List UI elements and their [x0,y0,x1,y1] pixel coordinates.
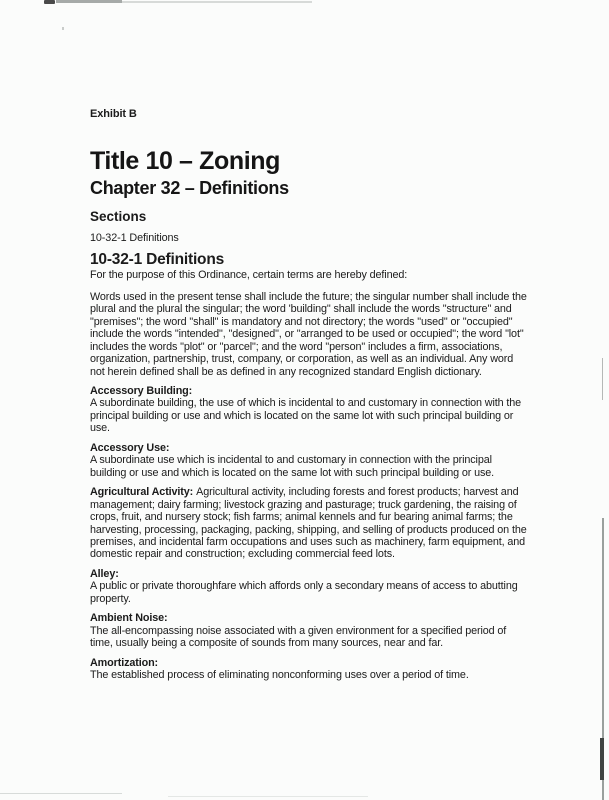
scan-speck [62,27,64,30]
definition-term: Agricultural Activity: [90,486,194,499]
scan-bottom-line [0,793,122,794]
document-title: Title 10 – Zoning [90,147,280,175]
chapter-heading: Chapter 32 – Definitions [90,178,289,198]
definition-term: Accessory Building: [90,385,193,398]
definition-term: Amortization: [90,656,159,669]
scan-smudge-top-mid [56,0,122,3]
scan-smudge-top-faint [122,1,312,3]
definition-accessory-use [90,442,530,479]
scan-edge-line-long [602,518,604,800]
scan-edge-line-upper [602,358,603,400]
scan-edge-line-dark [600,738,604,780]
definition-term: Ambient Noise: [90,612,168,625]
definition-text: A subordinate use which is incidental to and customary in connection with the principal building or use and which is located on the same lot with such principal building or use. [90,454,495,479]
definition-term: Alley: [90,567,119,580]
definition-text: A subordinate building, the use of which is incidental to and customary in connection with the principal building or use and which is located on the same lot with such principal building or use. [90,397,522,435]
definition-ambient-noise [90,612,530,649]
exhibit-label: Exhibit B [90,108,137,120]
preamble-paragraph: Words used in the present tense shall include the future; the singular number shall include the plural and the plural the singular; the word 'building" shall include the words "structure" and "premises"; the word "shall" is mandatory and not directory; the words "used" or "occupied" include the words "intended", "designed", or "arranged to be used or occupied"; the word "lot" includes the words "plot" or "parcel"; and the word "person" includes a firm, associations, organization, partnership, trust, company, or corporation, as well as an individual. Any word not herein defined shall be as defined in any recognized standard English dictionary. [90,290,527,378]
definition-text: A public or private thoroughfare which affords only a secondary means of access to abutting property. [90,580,518,605]
definition-amortization [90,657,530,682]
section-intro: For the purpose of this Ordinance, certain terms are hereby defined: [90,269,408,282]
definition-text-inline: Agricultural activity, including forests and forest products; harvest and management; dairy farming; livestock grazing and pasturage; truck gardening, the raising of crops, fruit, and nursery stock; fish farms; animal kennels and fur bearing animal farms; the harvesting, processing, packaging, packing, shipping, and selling of products produced on the premises, and incidental farm occupations and uses such as machinery, farm equipment, and domestic repair and construction; excluding commercial feed lots. [90,486,527,561]
document-content [90,108,530,682]
definition-alley [90,568,530,605]
definition-text: The established process of eliminating nonconforming uses over a period of time. [90,669,469,682]
sections-heading: Sections [90,209,147,224]
definition-accessory-building [90,385,530,435]
scan-bottom-line-2 [168,796,368,797]
definition-text [90,486,530,561]
definition-text: The all-encompassing noise associated with a given environment for a specified period of time, usually being a composite of sounds from many sources, near and far. [90,624,507,650]
definition-term: Accessory Use: [90,441,170,454]
definition-agricultural-activity [90,486,530,561]
section-heading: 10-32-1 Definitions [90,251,225,269]
scan-smudge-top-dark [44,0,55,4]
sections-list-item: 10-32-1 Definitions [90,232,179,244]
